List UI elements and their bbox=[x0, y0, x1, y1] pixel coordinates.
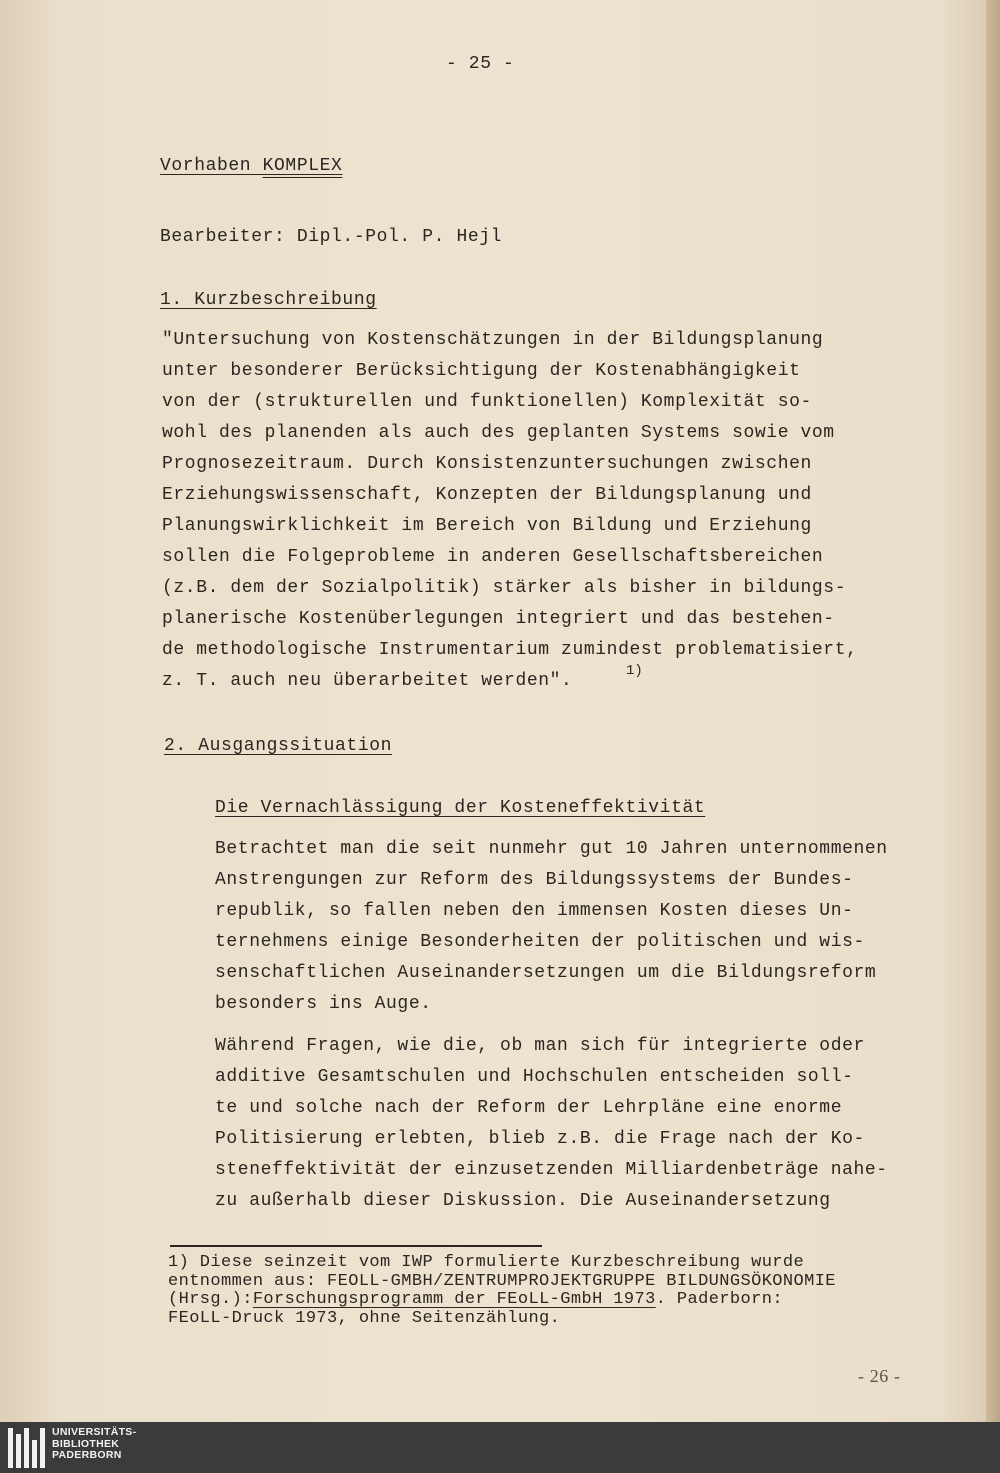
library-name-line: PADERBORN bbox=[52, 1449, 122, 1461]
section2-heading: 2. Ausgangssituation bbox=[164, 736, 393, 756]
text-line: Während Fragen, wie die, ob man sich für integrierte oder bbox=[215, 1036, 865, 1056]
text-line: Erziehungswissenschaft, Konzepten der Bildungsplanung und bbox=[162, 485, 812, 505]
text-line: Prognosezeitraum. Durch Konsistenzuntersuchungen zwischen bbox=[162, 454, 812, 474]
text-line: Betrachtet man die seit nunmehr gut 10 Jahren unternommenen bbox=[215, 839, 888, 859]
section2-paragraph-1 bbox=[215, 834, 888, 1020]
text-line: besonders ins Auge. bbox=[215, 994, 432, 1014]
next-page-number: - 26 - bbox=[858, 1366, 901, 1386]
project-title bbox=[160, 156, 342, 176]
text-line: zu außerhalb dieser Diskussion. Die Auseinandersetzung bbox=[215, 1191, 831, 1211]
section2-subheading: Die Vernachlässigung der Kosteneffektivität bbox=[215, 798, 706, 818]
footnote-prefix: (Hrsg.): bbox=[168, 1290, 253, 1309]
text-line: unter besonderer Berücksichtigung der Kostenabhängigkeit bbox=[162, 361, 801, 381]
text-line: Politisierung erlebten, blieb z.B. die Frage nach der Ko- bbox=[215, 1129, 865, 1149]
text-line: von der (strukturellen und funktionellen) Komplexität so- bbox=[162, 392, 812, 412]
page-number: - 25 - bbox=[446, 54, 515, 74]
page-edge bbox=[986, 0, 1000, 1422]
footnote-line: entnommen aus: FEOLL-GMBH/ZENTRUMPROJEKTGRUPPE BILDUNGSÖKONOMIE bbox=[168, 1271, 836, 1291]
text-line: z. T. auch neu überarbeitet werden". bbox=[162, 671, 573, 691]
project-title-keyword: KOMPLEX bbox=[262, 156, 343, 176]
text-line: Planungswirklichkeit im Bereich von Bildung und Erziehung bbox=[162, 516, 812, 536]
section2-paragraph-2 bbox=[215, 1031, 888, 1217]
text-line: sollen die Folgeprobleme in anderen Gesellschaftsbereichen bbox=[162, 547, 824, 567]
text-line: "Untersuchung von Kostenschätzungen in der Bildungsplanung bbox=[162, 330, 824, 350]
library-name-line: UNIVERSITÄTS- bbox=[52, 1426, 137, 1438]
footnote-marker: 1) bbox=[626, 663, 643, 679]
author-line: Bearbeiter: Dipl.-Pol. P. Hejl bbox=[160, 227, 503, 247]
text-line: steneffektivität der einzusetzenden Milliardenbeträge nahe- bbox=[215, 1160, 888, 1180]
library-logo-icon bbox=[8, 1428, 46, 1468]
footnote-line: FEoLL-Druck 1973, ohne Seitenzählung. bbox=[168, 1308, 561, 1328]
text-line: wohl des planenden als auch des geplanten Systems sowie vom bbox=[162, 423, 835, 443]
text-line: republik, so fallen neben den immensen Kosten dieses Un- bbox=[215, 901, 854, 921]
text-line: te und solche nach der Reform der Lehrpläne eine enorme bbox=[215, 1098, 843, 1118]
footnote-title: Forschungsprogramm der FEoLL-GmbH 1973 bbox=[252, 1290, 656, 1309]
library-name-line: BIBLIOTHEK bbox=[52, 1437, 120, 1450]
section1-body bbox=[162, 325, 858, 697]
library-name bbox=[52, 1427, 136, 1462]
footnote-divider bbox=[170, 1245, 542, 1247]
text-line: ternehmens einige Besonderheiten der politischen und wis- bbox=[215, 932, 865, 952]
text-line: Anstrengungen zur Reform des Bildungssystems der Bundes- bbox=[215, 870, 854, 890]
section1-heading: 1. Kurzbeschreibung bbox=[160, 290, 377, 310]
footnote bbox=[168, 1254, 836, 1328]
footnote-line bbox=[168, 1291, 836, 1310]
project-title-prefix: Vorhaben bbox=[160, 156, 263, 176]
footnote-line: 1) Diese seinzeit vom IWP formulierte Kurzbeschreibung wurde bbox=[168, 1253, 805, 1272]
library-footer bbox=[0, 1422, 1000, 1473]
text-line: planerische Kostenüberlegungen integriert und das bestehen- bbox=[162, 609, 835, 629]
text-line: (z.B. dem der Sozialpolitik) stärker als bisher in bildungs- bbox=[162, 578, 847, 598]
footnote-suffix: . Paderborn: bbox=[655, 1290, 783, 1309]
text-line: senschaftlichen Auseinandersetzungen um die Bildungsreform bbox=[215, 963, 877, 983]
text-line: additive Gesamtschulen und Hochschulen entscheiden soll- bbox=[215, 1067, 854, 1087]
text-line: de methodologische Instrumentarium zumindest problematisiert, bbox=[162, 640, 858, 660]
